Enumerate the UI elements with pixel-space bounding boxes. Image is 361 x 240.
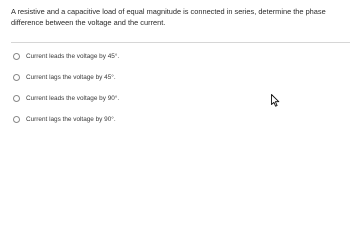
answer-options: [11, 46, 350, 130]
option-3[interactable]: [11, 88, 350, 109]
mouse-pointer-icon: [271, 94, 280, 107]
separator: [11, 42, 350, 43]
option-label: Current lags the voltage by 45°.: [26, 74, 116, 81]
option-label: Current lags the voltage by 90°.: [26, 116, 116, 123]
question-text: A resistive and a capacitive load of equal magnitude is connected in series, determine the phase difference between the voltage and the current.: [11, 7, 326, 27]
radio-button-icon[interactable]: [13, 116, 20, 123]
radio-button-icon[interactable]: [13, 74, 20, 81]
option-label: Current leads the voltage by 45°.: [26, 53, 120, 60]
option-4[interactable]: [11, 109, 350, 130]
radio-button-icon[interactable]: [13, 95, 20, 102]
option-label: Current leads the voltage by 90°.: [26, 95, 120, 102]
radio-button-icon[interactable]: [13, 53, 20, 60]
option-2[interactable]: [11, 67, 350, 88]
option-1[interactable]: [11, 46, 350, 67]
